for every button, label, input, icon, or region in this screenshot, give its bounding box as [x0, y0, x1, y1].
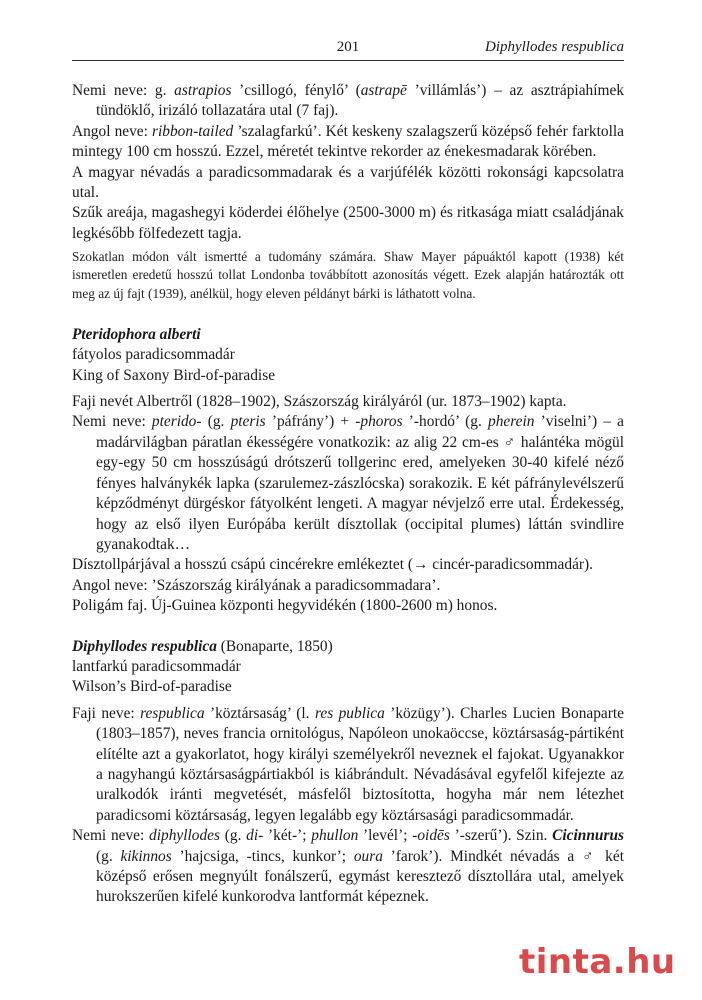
english-name-diphyllodes: Wilson’s Bird-of-paradise: [72, 678, 232, 696]
angol-neve-astrapia: Angol neve: ribbon-tailed ’szalagfarkú’. Két keskeny szalagszerű középső fehér farktolla mintegy 100 cm hosszú. Ezzel, méretét tekintve rekorder az énekesmadarak körében.: [72, 122, 624, 161]
szuk-areaja: Szűk areája, magashegyi köderdei élőhelye (2500-3000 m) és ritkasága miatt családjának legkésőbb fölfedezett tagja.: [72, 204, 624, 242]
faji-neve-diphyllodes: Faji neve: respublica ’köztársaság’ (l. res publica ’közügy’). Charles Lucien Bonaparte (1803–1857), neves francia ornitológus, Napóleon unokaöccse, köztársaság-pártiként elítélte azt a gyakorlatot, hogy királyi személyekről neveznek el fajokat. Ugyanakkor a nagyhangú köztársaságpártiakból is kiábrándult. Névadásával egyfelől kifejezte az uralkodók iránti megvetését, másfelől biztosította, hogyha már nem létezhet paradicsomi köztársaság, legyen legalább egy köztársasági paradicsommadár.: [72, 704, 624, 824]
angol-neve-pteridophora: Angol neve: ’Szászország királyának a paradicsommadara’.: [72, 576, 441, 594]
magyar-nevadas: A magyar névadás a paradicsommadarak és a varjúfélék közötti rokonsági kapcsolatra utal.: [72, 163, 624, 202]
disztollpar-paragraph: Dísztollpárjával a hosszú csápú cincérekre emlékeztet (→ cincér-paradicsommadár).: [72, 556, 594, 574]
tinta-logo: tinta.hu: [519, 942, 676, 982]
nemi-neve-pteridophora: Nemi neve: pterido- (g. pteris ’páfrány’) + -phoros ’-hordó’ (g. pherein ’viselni’) – a madárvilágban páratlan ékességére vonatkozik: az alig 22 cm-es ♂ halántéka mögül egy-egy 50 cm hosszúságú drótszerű tollgerinc ered, amelyeken 30-40 kifelé néző fényes halványkék lapka (szarulemez-zászlócska) sorakozik. E két páfránylevélszerű képződményt dürgéskor fátyolként lengeti. A magyar névjelző erre utal. Érdekesség, hogy az első ilyen Európába került dísztollak (occipital plumes) láttán svindlire gyanakodtak…: [72, 413, 624, 553]
note-paragraph: Szokatlan módon vált ismertté a tudomány számára. Shaw Mayer pápuáktól kapott (1938) két ismeretlen eredetű hosszú tollat Londonba továbbított azonosítás végett. Ezek alapján határozták ott meg az új fajt (1939), anélkül, hogy eleven példányt bárki is láthatott volna.: [72, 249, 624, 301]
species-title-diphyllodes: Diphyllodes respublica (Bonaparte, 1850): [72, 637, 333, 655]
page-header: [72, 36, 624, 61]
faji-neve-pteridophora: Faji nevét Albertről (1828–1902), Szászország királyáról (ur. 1873–1902) kapta.: [72, 393, 567, 411]
page-body: [72, 81, 624, 908]
nemi-neve-astrapia: Nemi neve: g. astrapios ’csillogó, fénylő’ (astrapē ’villámlás’) – az asztrápiahímek tündöklő, irizáló tollazatára utal (7 faj).: [72, 82, 625, 120]
nemi-neve-diphyllodes: Nemi neve: diphyllodes (g. di- ’két-’; phullon ’levél’; -oidēs ’-szerű’). Szin. Cicinnurus (g. kikinnos ’hajcsiga, -tincs, kunkor’; oura ’farok’). Mindkét névadás a ♂ két középső erősen megnyúlt fonálszerű, egymást keresztező dísztollára utal, amelyek hurokszerűen kifelé kunkorodva lantformát képeznek.: [72, 827, 624, 906]
running-title: Diphyllodes respublica: [484, 39, 624, 55]
species-title-pteridophora: Pteridophora alberti: [72, 325, 201, 343]
page-number: 201: [336, 39, 360, 55]
english-name-pteridophora: King of Saxony Bird-of-paradise: [72, 366, 276, 384]
poligam-paragraph: Poligám faj. Új-Guinea központi hegyvidékén (1800-2600 m) honos.: [72, 597, 498, 615]
book-page: [72, 36, 624, 908]
hungarian-name-diphyllodes: lantfarkú paradicsommadár: [72, 657, 241, 675]
hungarian-name-pteridophora: fátyolos paradicsommadár: [72, 346, 235, 364]
